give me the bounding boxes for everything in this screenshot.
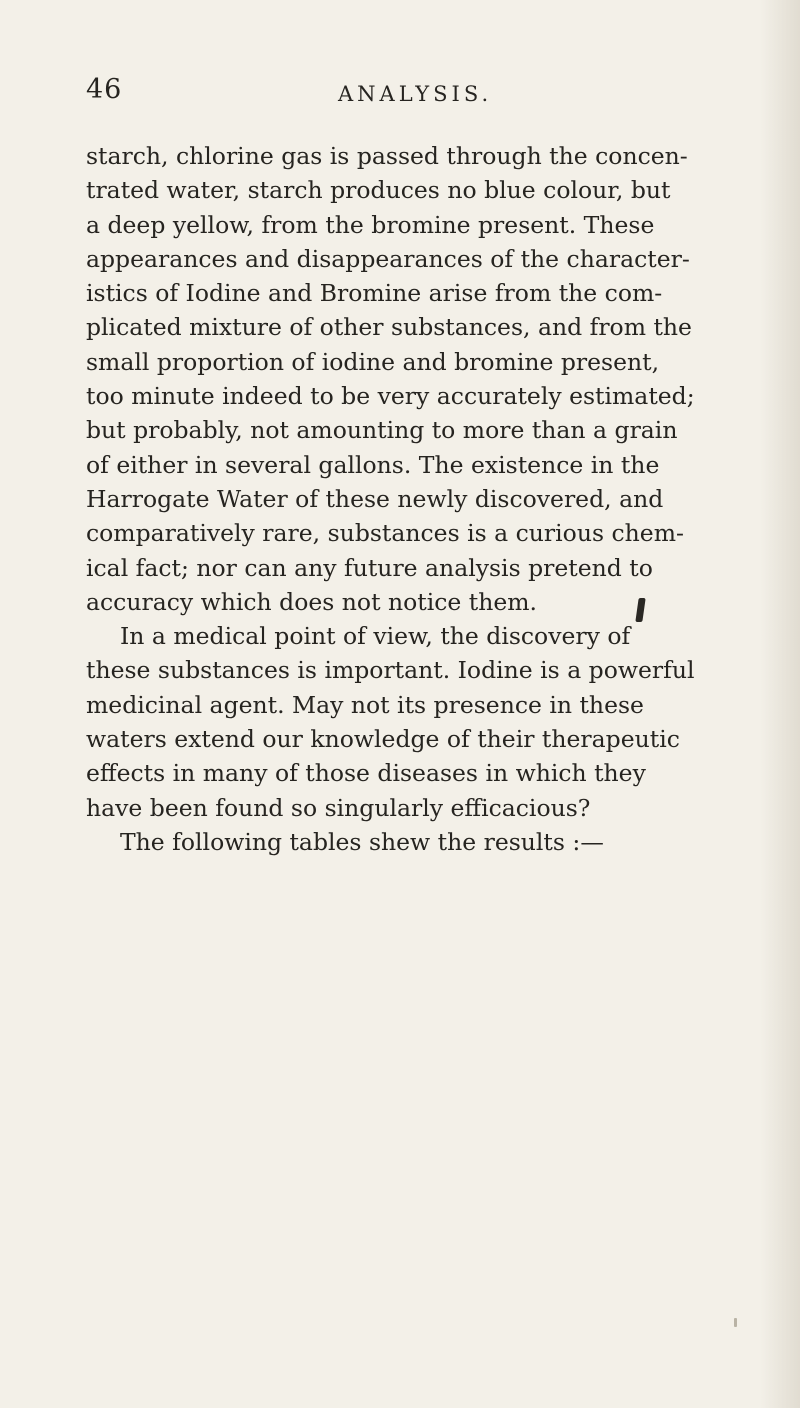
text-line: have been found so singularly efficacious? xyxy=(86,793,591,822)
running-head: ANALYSIS. xyxy=(338,82,493,106)
text-line: but probably, not amounting to more than a grain xyxy=(86,416,678,445)
text-line: effects in many of those diseases in which they xyxy=(86,759,646,788)
text-line: too minute indeed to be very accurately estimated; xyxy=(86,382,695,411)
text-line: accuracy which does not notice them. xyxy=(86,587,537,616)
text-line: a deep yellow, from the bromine present. These xyxy=(86,210,655,239)
text-line: starch, chlorine gas is passed through the concen- xyxy=(86,142,688,170)
text-line: of either in several gallons. The existence in the xyxy=(86,450,660,479)
paragraph-2 xyxy=(86,619,786,859)
text-line: these substances is important. Iodine is a powerful xyxy=(86,656,695,685)
text-line: comparatively rare, substances is a curious chem- xyxy=(86,519,684,548)
paper-speck xyxy=(734,1318,737,1327)
text-line: The following tables shew the results :— xyxy=(120,827,604,856)
text-line: trated water, starch produces no blue colour, but xyxy=(86,176,671,205)
text-line: Harrogate Water of these newly discovered, and xyxy=(86,484,664,513)
body-text xyxy=(86,139,786,859)
page-number: 46 xyxy=(86,74,123,105)
text-line: medicinal agent. May not its presence in these xyxy=(86,690,644,719)
text-line: small proportion of iodine and bromine present, xyxy=(86,347,660,376)
text-line: In a medical point of view, the discovery of xyxy=(120,622,631,651)
text-line: istics of Iodine and Bromine arise from the com- xyxy=(86,279,663,308)
text-line: ical fact; nor can any future analysis pretend to xyxy=(86,553,653,582)
text-line: plicated mixture of other substances, and from the xyxy=(86,313,692,342)
text-line: waters extend our knowledge of their therapeutic xyxy=(86,725,680,754)
text-line: appearances and disappearances of the character- xyxy=(86,244,690,273)
paragraph-1 xyxy=(86,139,786,619)
